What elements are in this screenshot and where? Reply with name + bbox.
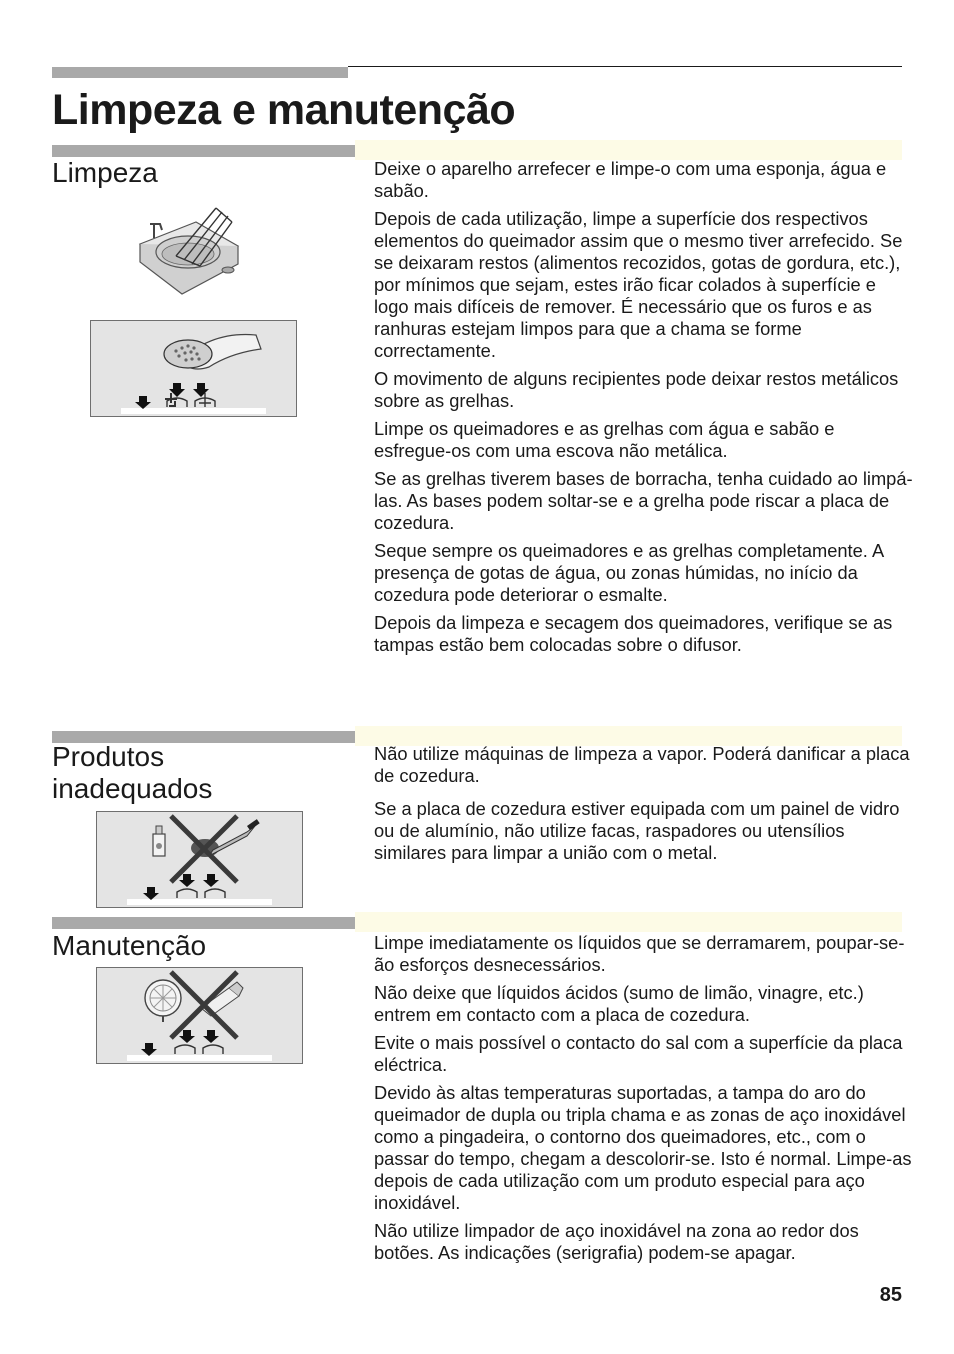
section-body-manutencao	[374, 932, 914, 1270]
paragraph: Depois de cada utilização, limpe a superfície dos respectivos elementos do queimador assim que o mesmo tiver arrefecido. Se se deixaram restos (alimentos recozidos, gotas de gordura, etc.), por mínimos que sejam, estes irão ficar colados à superfície e logo mais difíceis de remover. É necessário que os furos e as ranhuras estejam limpos para que a chama se forme correctamente.	[374, 208, 903, 361]
section-bar	[52, 145, 355, 157]
paragraph: Depois da limpeza e secagem dos queimadores, verifique se as tampas estão bem colocadas sobre o difusor.	[374, 612, 893, 655]
section-heading-produtos-inadequados	[52, 741, 212, 805]
section-band	[355, 912, 902, 932]
paragraph: Não utilize limpador de aço inoxidável na zona ao redor dos botões. As indicações (serigrafia) podem-se apagar.	[374, 1220, 859, 1263]
heading-line: Produtos	[52, 741, 165, 772]
sink-with-grate-icon	[136, 204, 240, 296]
section-body-limpeza	[374, 158, 914, 662]
paragraph: Limpe os queimadores e as grelhas com água e sabão e esfregue-os com uma escova não metálica.	[374, 418, 835, 461]
crossed-lemon-vinegar-icon	[96, 967, 303, 1064]
paragraph: O movimento de alguns recipientes pode deixar restos metálicos sobre as grelhas.	[374, 368, 899, 411]
section-heading-limpeza: Limpeza	[52, 157, 158, 188]
paragraph: Deixe o aparelho arrefecer e limpe-o com uma esponja, água e sabão.	[374, 158, 887, 201]
section-body-produtos-inadequados	[374, 743, 914, 870]
header-bar	[52, 67, 348, 78]
paragraph: Se as grelhas tiverem bases de borracha, tenha cuidado ao limpá-las. As bases podem soltar-se e a grelha pode riscar a placa de cozedura.	[374, 468, 913, 533]
paragraph: Se a placa de cozedura estiver equipada com um painel de vidro ou de alumínio, não utilize facas, raspadores ou utensílios similares para limpar a união com o metal.	[374, 798, 900, 863]
paragraph: Limpe imediatamente os líquidos que se derramarem, poupar-se-ão esforços desnecessários.	[374, 932, 905, 975]
paragraph: Não deixe que líquidos ácidos (sumo de limão, vinagre, etc.) entrem em contacto com a placa de cozedura.	[374, 982, 864, 1025]
page-number: 85	[879, 1284, 902, 1306]
crossed-cleaner-knife-icon	[96, 811, 303, 908]
paragraph: Não utilize máquinas de limpeza a vapor. Poderá danificar a placa de cozedura.	[374, 743, 910, 786]
paragraph: Evite o mais possível o contacto do sal com a superfície da placa eléctrica.	[374, 1032, 903, 1075]
page-title: Limpeza e manutenção	[52, 86, 516, 134]
section-heading-manutencao: Manutenção	[52, 930, 207, 961]
paragraph: Seque sempre os queimadores e as grelhas completamente. A presença de gotas de água, ou zonas húmidas, no início da cozedura pode deteriorar o esmalte.	[374, 540, 884, 605]
heading-line: inadequados	[52, 773, 213, 804]
section-band	[355, 140, 902, 160]
section-bar	[52, 917, 355, 929]
paragraph: Devido às altas temperaturas suportadas, a tampa do aro do queimador de dupla ou tripla chama e as zonas de aço inoxidável como a pingadeira, o contorno dos queimadores, etc., com o passar do tempo, chegam a descolorir-se. Isto é normal. Limpe-as depois de cada utilização com um produto especial para aço inoxidável.	[374, 1082, 912, 1213]
header-rule	[348, 66, 902, 67]
sponge-on-burner-icon	[90, 320, 297, 417]
